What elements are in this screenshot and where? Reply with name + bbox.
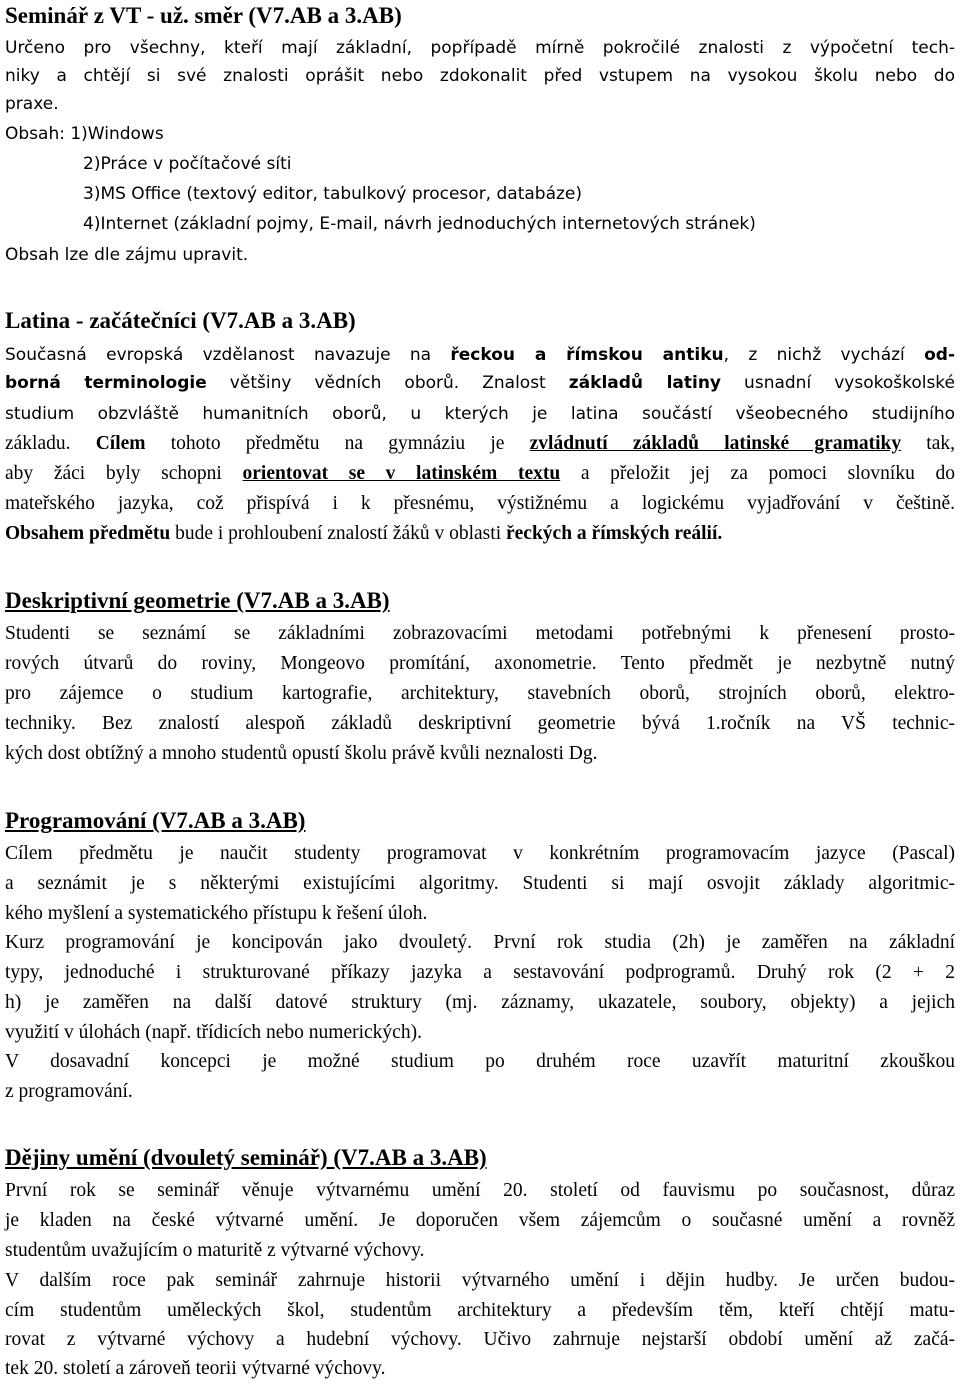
programovani-line-7: využití v úlohách (např. třídicích nebo numerických). bbox=[5, 1022, 422, 1043]
dejiny-line-7: tek 20. století a zároveň teorii výtvarné výchovy. bbox=[5, 1358, 386, 1379]
dejiny-line-6: rovat z výtvarné výchovy a hudební výchovy. Učivo zahrnuje nejstarší období umění až začá- bbox=[5, 1329, 955, 1350]
programovani-line-8: V dosavadní koncepci je možné studium po druhém roce uzavřít maturitní zkouškou bbox=[5, 1051, 955, 1072]
section-heading-programovani: Programování (V7.AB a 3.AB) bbox=[5, 808, 306, 833]
section-heading-geometrie: Deskriptivní geometrie (V7.AB a 3.AB) bbox=[5, 588, 390, 613]
latina-line-6: mateřského jazyka, což přispívá i k přesnému, výstižnému a logickému vyjadřování v češtině. bbox=[5, 493, 955, 514]
vt-note: Obsah lze dle zájmu upravit. bbox=[5, 245, 249, 265]
latina-line-5: aby žáci byly schopni orientovat se v latinském textu a přeložit jej za pomoci slovníku do bbox=[5, 463, 955, 484]
vt-content-item-2: 2)Práce v počítačové síti bbox=[83, 154, 292, 174]
latina-line-2: borná terminologie většiny vědních oborů. Znalost základů latiny usnadní vysokoškolské bbox=[5, 373, 956, 393]
geometrie-line-4: techniky. Bez znalostí alespoň základů deskriptivní geometrie bývá 1.ročník na VŠ technic- bbox=[5, 713, 955, 734]
programovani-line-3: kého myšlení a systematického přístupu k řešení úloh. bbox=[5, 903, 428, 924]
latina-line-1: Současná evropská vzdělanost navazuje na řeckou a římskou antiku, z nichž vychází od- bbox=[5, 345, 955, 365]
dejiny-line-5: cím studentům uměleckých škol, studentům architektury a především těm, kteří chtějí matu- bbox=[5, 1300, 955, 1321]
dejiny-line-2: je kladen na české výtvarné umění. Je doporučen všem zájemcům o současné umění a rovněž bbox=[5, 1210, 955, 1231]
latina-line-7: Obsahem předmětu bude i prohloubení znalostí žáků v oblasti řeckých a římských reálií. bbox=[5, 523, 723, 544]
dejiny-line-1: První rok se seminář věnuje výtvarnému umění 20. století od fauvismu po současnost, důraz bbox=[5, 1180, 955, 1201]
vt-text-line-1: Určeno pro všechny, kteří mají základní, popřípadě mírně pokročilé znalosti z výpočetní tech- bbox=[5, 38, 955, 58]
programovani-line-9: z programování. bbox=[5, 1081, 133, 1102]
programovani-line-6: h) je zaměřen na další datové struktury (mj. záznamy, ukazatele, soubory, objekty) a jejich bbox=[5, 992, 955, 1013]
programovani-line-2: a seznámit je s některými existujícími algoritmy. Studenti si mají osvojit základy algoritmic- bbox=[5, 873, 955, 894]
vt-text-line-2: niky a chtějí si své znalosti oprášit nebo zdokonalit před vstupem na vysokou školu nebo do bbox=[5, 66, 955, 86]
latina-line-3: studium obzvláště humanitních oborů, u kterých je latina součástí všeobecného studijního bbox=[5, 404, 955, 424]
vt-content-label: Obsah: 1)Windows bbox=[5, 124, 164, 144]
dejiny-line-4: V dalším roce pak seminář zahrnuje historii výtvarného umění i dějin hudby. Je určen budou- bbox=[5, 1270, 955, 1291]
geometrie-line-2: rových útvarů do roviny, Mongeovo promítání, axonometrie. Tento předmět je nezbytně nutný bbox=[5, 653, 955, 674]
programovani-line-1: Cílem předmětu je naučit studenty programovat v konkrétním programovacím jazyce (Pascal) bbox=[5, 843, 955, 864]
programovani-line-4: Kurz programování je koncipován jako dvouletý. První rok studia (2h) je zaměřen na základní bbox=[5, 932, 955, 953]
vt-content-item-4: 4)Internet (základní pojmy, E-mail, návrh jednoduchých internetových stránek) bbox=[83, 214, 756, 234]
latina-line-4: základu. Cílem tohoto předmětu na gymnáziu je zvládnutí základů latinské gramatiky tak, bbox=[5, 433, 955, 454]
geometrie-line-5: kých dost obtížný a mnoho studentů opustí školu právě kvůli neznalosti Dg. bbox=[5, 743, 598, 764]
programovani-line-5: typy, jednoduché i strukturované příkazy jazyka a sestavování podprogramů. Druhý rok (2 + 2 bbox=[5, 962, 955, 983]
vt-text-line-3: praxe. bbox=[5, 94, 59, 114]
geometrie-line-3: pro zájemce o studium kartografie, architektury, stavebních oborů, strojních oborů, elektro- bbox=[5, 683, 955, 704]
dejiny-line-3: studentům uvažujícím o maturitě z výtvarné výchovy. bbox=[5, 1240, 425, 1261]
geometrie-line-1: Studenti se seznámí se základními zobrazovacími metodami potřebnými k přenesení prosto- bbox=[5, 623, 955, 644]
section-heading-dejiny-umeni: Dějiny umění (dvouletý seminář) (V7.AB a 3.AB) bbox=[5, 1145, 487, 1170]
vt-content-item-3: 3)MS Office (textový editor, tabulkový procesor, databáze) bbox=[83, 184, 583, 204]
section-heading-vt: Seminář z VT - už. směr (V7.AB a 3.AB) bbox=[5, 3, 402, 28]
section-heading-latina: Latina - začátečníci (V7.AB a 3.AB) bbox=[5, 308, 356, 333]
